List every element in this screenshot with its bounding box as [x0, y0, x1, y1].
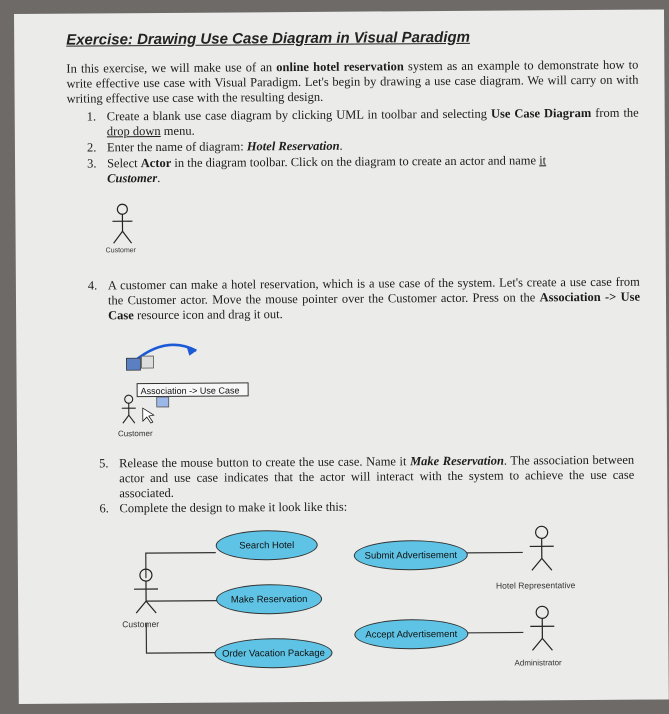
step-number: 3.: [87, 156, 96, 171]
step-number: 6.: [99, 501, 108, 516]
actor-administrator: [530, 606, 554, 650]
step-text: menu.: [161, 124, 195, 138]
actor-label-customer: Customer: [122, 619, 159, 629]
step-text: .: [339, 139, 342, 153]
step-text: from the: [591, 106, 639, 120]
intro-text: system as an example to demonstrate how to write effective use case with Visual Paradigm. Let's begin by drawing a use case diagram. We will carry on with writing effective use case with the resulting design.: [66, 58, 638, 106]
step-text: Release the mouse button to create the use case. Name it: [119, 454, 410, 470]
exercise-title: Exercise: Drawing Use Case Diagram in Visual Paradigm: [66, 29, 470, 49]
step-text: Complete the design to make it look like this:: [119, 500, 347, 516]
step-underlined: drop down: [107, 124, 161, 138]
step-text: in the diagram toolbar. Click on the diagram to create an actor and name: [171, 153, 539, 170]
use-case-order-vacation-package: Order Vacation Package: [214, 638, 332, 669]
step-bold: Use Case Diagram: [491, 106, 591, 121]
document-page: [14, 9, 669, 704]
step-number: 2.: [87, 140, 96, 155]
step-number: 5.: [99, 456, 108, 471]
step-number: 1.: [87, 109, 96, 124]
step-text: .: [157, 171, 160, 185]
step-text: Create a blank use case diagram by clicking UML in toolbar and selecting: [107, 107, 491, 124]
step-bold-italic: Make Reservation: [410, 454, 504, 469]
actor-label-hotel-representative: Hotel Representative: [496, 580, 575, 591]
step-text: . The association between actor and use case indicates that the actor will interact with the system to achieve the use case associated.: [119, 453, 634, 501]
step-underlined: it: [539, 153, 546, 167]
step-text: Enter the name of diagram:: [107, 139, 247, 154]
step-bold: Association -> Use Case: [108, 290, 640, 323]
intro-text: In this exercise, we will make use of an: [66, 60, 276, 75]
association-tooltip: Association -> Use Case: [137, 382, 249, 397]
association-lines: [146, 550, 524, 653]
step-number: 4.: [88, 278, 97, 293]
step-text: Select: [107, 156, 141, 170]
use-case-search-hotel: Search Hotel: [216, 530, 318, 561]
actor-label: Customer: [118, 429, 153, 438]
step-text: resource icon and drag it out.: [134, 307, 283, 322]
figure-use-case-diagram: [14, 9, 669, 714]
use-case-accept-advertisement: Accept Advertisement: [354, 619, 468, 650]
step-bold-italic: Hotel Reservation: [247, 139, 340, 154]
actor-label: Customer: [106, 247, 136, 254]
use-case-make-reservation: Make Reservation: [216, 584, 322, 615]
step-bold: Actor: [141, 156, 172, 170]
actor-hotel-representative: [530, 526, 554, 570]
intro-bold: online hotel reservation: [276, 59, 404, 74]
step-bold-italic: Customer: [107, 171, 157, 185]
actor-label-administrator: Administrator: [515, 658, 562, 667]
step-text: A customer can make a hotel reservation, which is a use case of the system. Let's create a use case from the Customer actor. Move the mouse pointer over the Customer actor. Press on the: [108, 275, 640, 308]
use-case-submit-advertisement: Submit Advertisement: [354, 540, 468, 571]
